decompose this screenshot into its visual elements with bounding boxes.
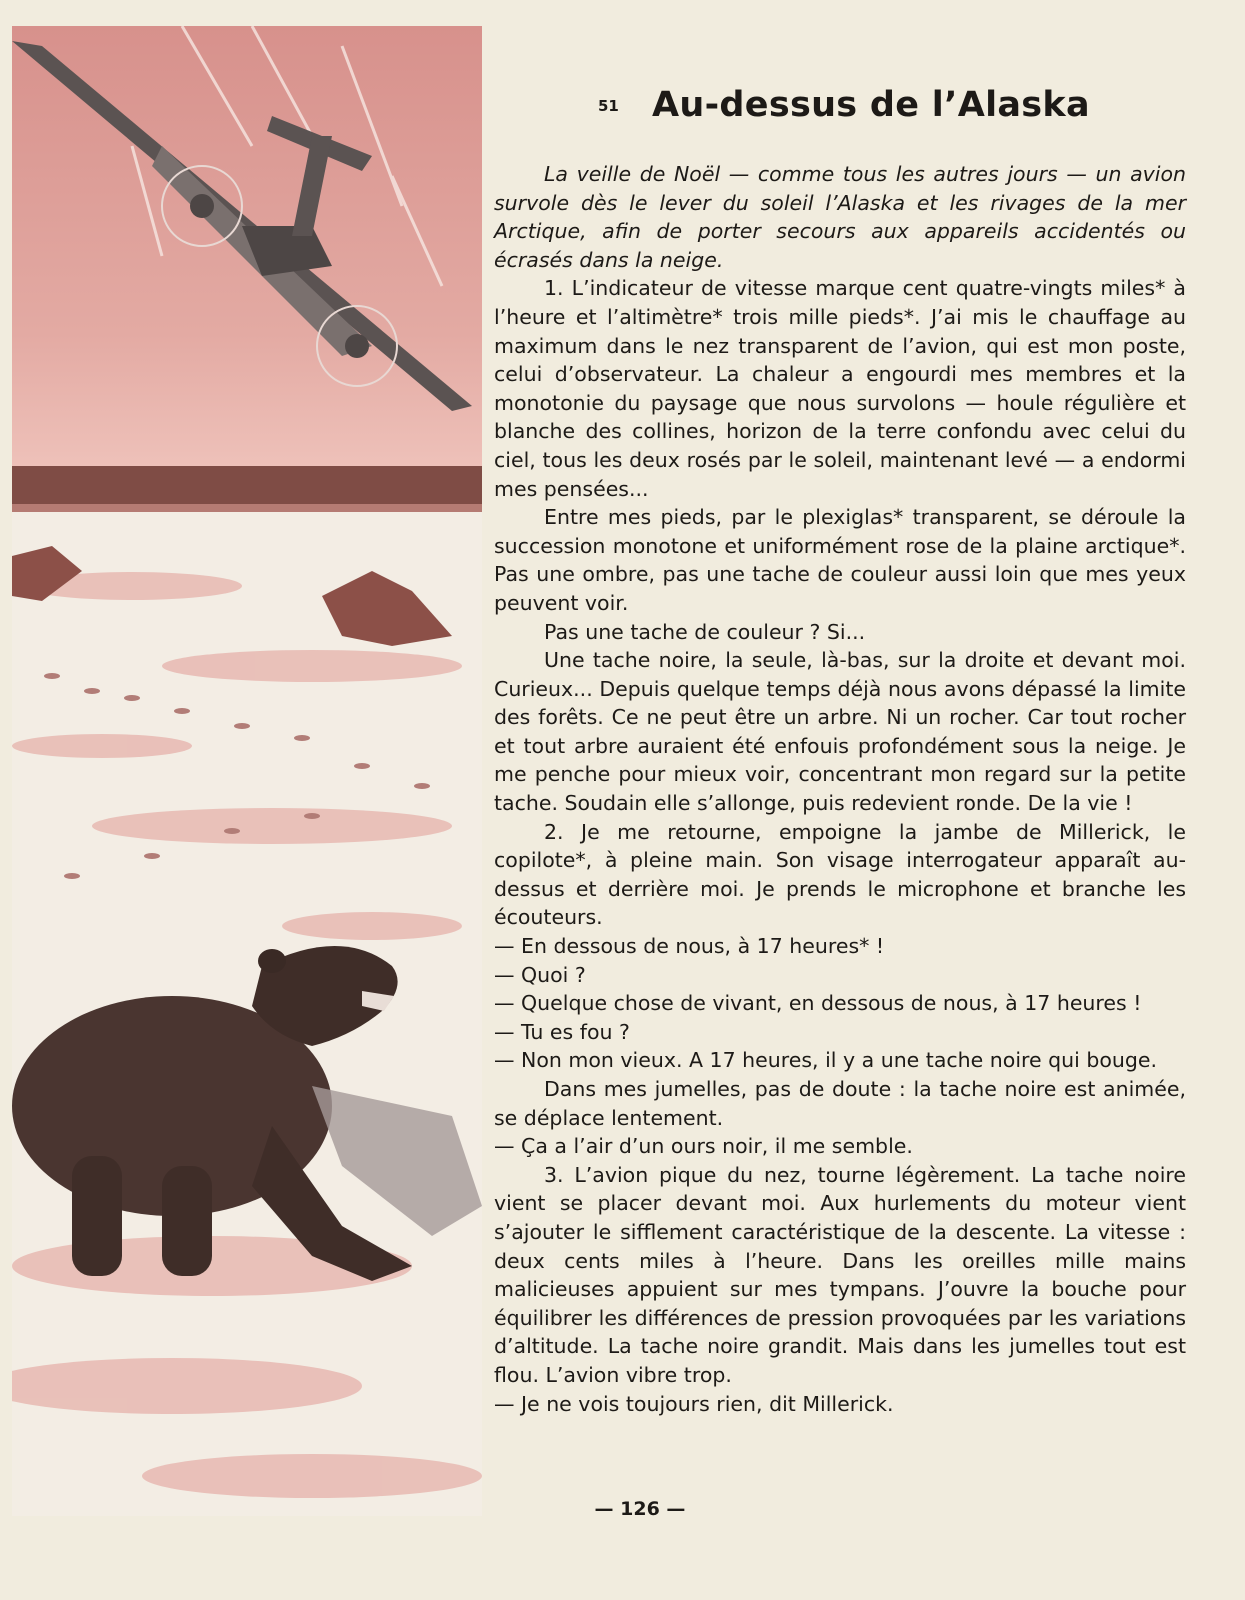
paragraph: Pas une tache de couleur ? Si... xyxy=(544,619,866,644)
paragraph: Dans mes jumelles, pas de doute : la tache noire est animée, se déplace lentement. xyxy=(494,1077,1186,1130)
dialogue-line: — Tu es fou ? xyxy=(494,1019,630,1044)
dialogue-line: — Quoi ? xyxy=(494,962,586,987)
paragraph: Une tache noire, la seule, là-bas, sur la droite et devant moi. Curieux... Depuis quelque temps déjà nous avons dépassé la limite des forêts. Ce ne peut être un arbre. Ni un rocher. Car tout rocher et tout arbre auraient été enfouis profondément sous la neige. Je me penche pour mieux voir, concentrant mon regard sur la petite tache. Soudain elle s’allonge, puis redevient ronde. De la vie ! xyxy=(494,648,1186,816)
paragraph: 1. L’indicateur de vitesse marque cent quatre-vingts miles* à l’heure et l’altimètre* trois mille pieds*. J’ai mis le chauffage au maximum dans le nez transparent de l’avion, qui est mon poste, celui d’observateur. La chaleur a engourdi mes membres et la monotonie du paysage que nous survolons — houle régulière et blanche des collines, horizon de la terre confondu avec celui du ciel, tous les deux rosés par le soleil, maintenant levé — a endormi mes pensées... xyxy=(494,276,1186,501)
illustration xyxy=(12,26,482,1516)
dialogue-line: — Ça a l’air d’un ours noir, il me semble. xyxy=(494,1134,913,1159)
lesson-number: 51 xyxy=(598,97,619,115)
airplane-bear-illustration xyxy=(12,26,482,1516)
body-text xyxy=(494,160,1186,1418)
horizon xyxy=(12,466,482,506)
paragraph: La veille de Noël — comme tous les autres jours — un avion survole dès le lever du soleil l’Alaska et les rivages de la mer Arctique, afin de porter secours aux appareils accidentés ou écrasés dans la neige. xyxy=(494,162,1186,272)
page-number: — 126 — xyxy=(594,1498,686,1520)
dialogue-line: — Quelque chose de vivant, en dessous de nous, à 17 heures ! xyxy=(494,991,1142,1016)
lesson-header xyxy=(590,85,1210,135)
paragraph: 3. L’avion pique du nez, tourne légèrement. La tache noire vient se placer devant moi. Aux hurlements du moteur vient s’ajouter le sifflement caractéristique de la descente. La vitesse : deux cents miles à l’heure. Dans les oreilles mille mains malicieuses appuient sur mes tympans. J’ouvre la bouche pour équilibrer les différences de pression provoquées par les variations d’altitude. La tache noire grandit. Mais dans les jumelles tout est flou. L’avion vibre trop. xyxy=(494,1162,1186,1387)
dialogue-line: — Je ne vois toujours rien, dit Millerick. xyxy=(494,1391,894,1416)
page-title: Au-dessus de l’Alaska xyxy=(652,85,1090,125)
dialogue-line: — Non mon vieux. A 17 heures, il y a une tache noire qui bouge. xyxy=(494,1048,1158,1073)
dialogue-line: — En dessous de nous, à 17 heures* ! xyxy=(494,934,885,959)
paragraph: Entre mes pieds, par le plexiglas* transparent, se déroule la succession monotone et uniformément rose de la plaine arctique*. Pas une ombre, pas une tache de couleur aussi loin que mes yeux peuvent voir. xyxy=(494,505,1186,615)
paragraph: 2. Je me retourne, empoigne la jambe de Millerick, le copilote*, à pleine main. Son visage interrogateur apparaît au-dessus et derrière moi. Je prends le microphone et branche les écouteurs. xyxy=(494,819,1186,930)
